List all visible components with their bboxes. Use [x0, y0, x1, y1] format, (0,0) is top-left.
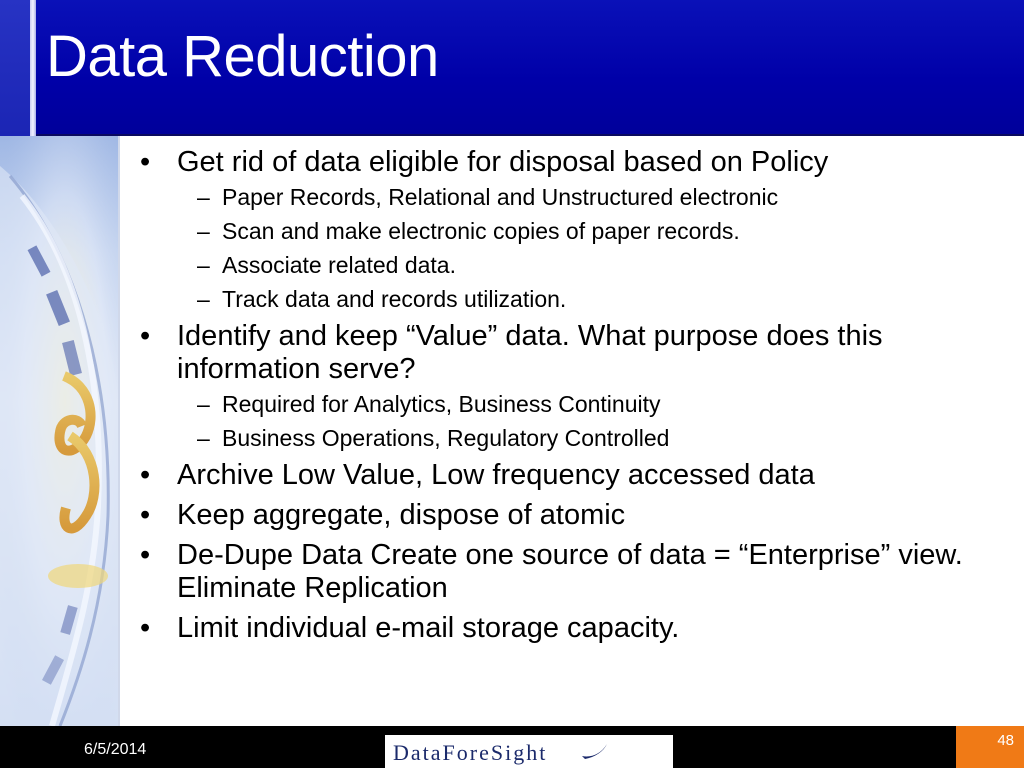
sub-bullet-list: [177, 390, 1000, 452]
footer-date: 6/5/2014: [84, 741, 147, 758]
bullet-text: De-Dupe Data Create one source of data = “Enterprise” view. Eliminate Replication: [177, 539, 963, 604]
sub-bullet-marker: –: [197, 218, 210, 244]
title-left-strip: [0, 0, 30, 136]
bullet-item: [140, 320, 1000, 452]
sub-bullet-list: [177, 183, 1000, 313]
bullet-text: Limit individual e-mail storage capacity.: [177, 612, 680, 644]
logo-swoosh-icon: [581, 740, 609, 762]
sub-bullet-item: [177, 285, 1000, 313]
title-band: [0, 0, 1024, 136]
slide-content: [140, 146, 1000, 716]
sub-bullet-marker: –: [197, 184, 210, 210]
bullet-marker: •: [140, 539, 151, 571]
sub-bullet-marker: –: [197, 391, 210, 417]
bullet-marker: •: [140, 459, 151, 491]
bullet-marker: •: [140, 146, 151, 178]
logo-text: DataForeSight: [393, 740, 548, 765]
page-number-box: [956, 726, 1024, 768]
sub-bullet-text: Track data and records utilization.: [222, 286, 567, 312]
sub-bullet-item: [177, 217, 1000, 245]
sub-bullet-text: Associate related data.: [222, 252, 456, 278]
sub-bullet-marker: –: [197, 425, 210, 451]
sub-bullet-item: [177, 251, 1000, 279]
bullet-marker: •: [140, 499, 151, 531]
clock-dial-image: [0, 136, 118, 726]
bullet-item: [140, 539, 1000, 605]
bullet-item: [140, 146, 1000, 313]
bullet-text: Archive Low Value, Low frequency accessed data: [177, 459, 815, 491]
sub-bullet-text: Scan and make electronic copies of paper records.: [222, 218, 740, 244]
title-vertical-rule: [30, 0, 36, 136]
sub-bullet-item: [177, 424, 1000, 452]
bullet-item: [140, 499, 1000, 532]
sub-bullet-item: [177, 183, 1000, 211]
decorative-side-image: [0, 136, 118, 726]
bullet-marker: •: [140, 612, 151, 644]
footer: [0, 726, 1024, 768]
bullet-text: Get rid of data eligible for disposal based on Policy: [177, 146, 829, 178]
sub-bullet-marker: –: [197, 286, 210, 312]
sub-bullet-marker: –: [197, 252, 210, 278]
sub-bullet-text: Required for Analytics, Business Continuity: [222, 391, 661, 417]
sub-bullet-item: [177, 390, 1000, 418]
side-image-edge: [118, 136, 120, 726]
bullet-item: [140, 459, 1000, 492]
sub-bullet-text: Business Operations, Regulatory Controlled: [222, 425, 670, 451]
bullet-item: [140, 612, 1000, 645]
bullet-marker: •: [140, 320, 151, 352]
sub-bullet-text: Paper Records, Relational and Unstructured electronic: [222, 184, 779, 210]
bullet-list: [140, 146, 1000, 645]
bullet-text: Identify and keep “Value” data. What purpose does this information serve?: [177, 320, 883, 385]
bullet-text: Keep aggregate, dispose of atomic: [177, 499, 626, 531]
page-title: Data Reduction: [46, 24, 439, 89]
company-logo: [385, 735, 673, 768]
page-number: 48: [997, 732, 1014, 749]
